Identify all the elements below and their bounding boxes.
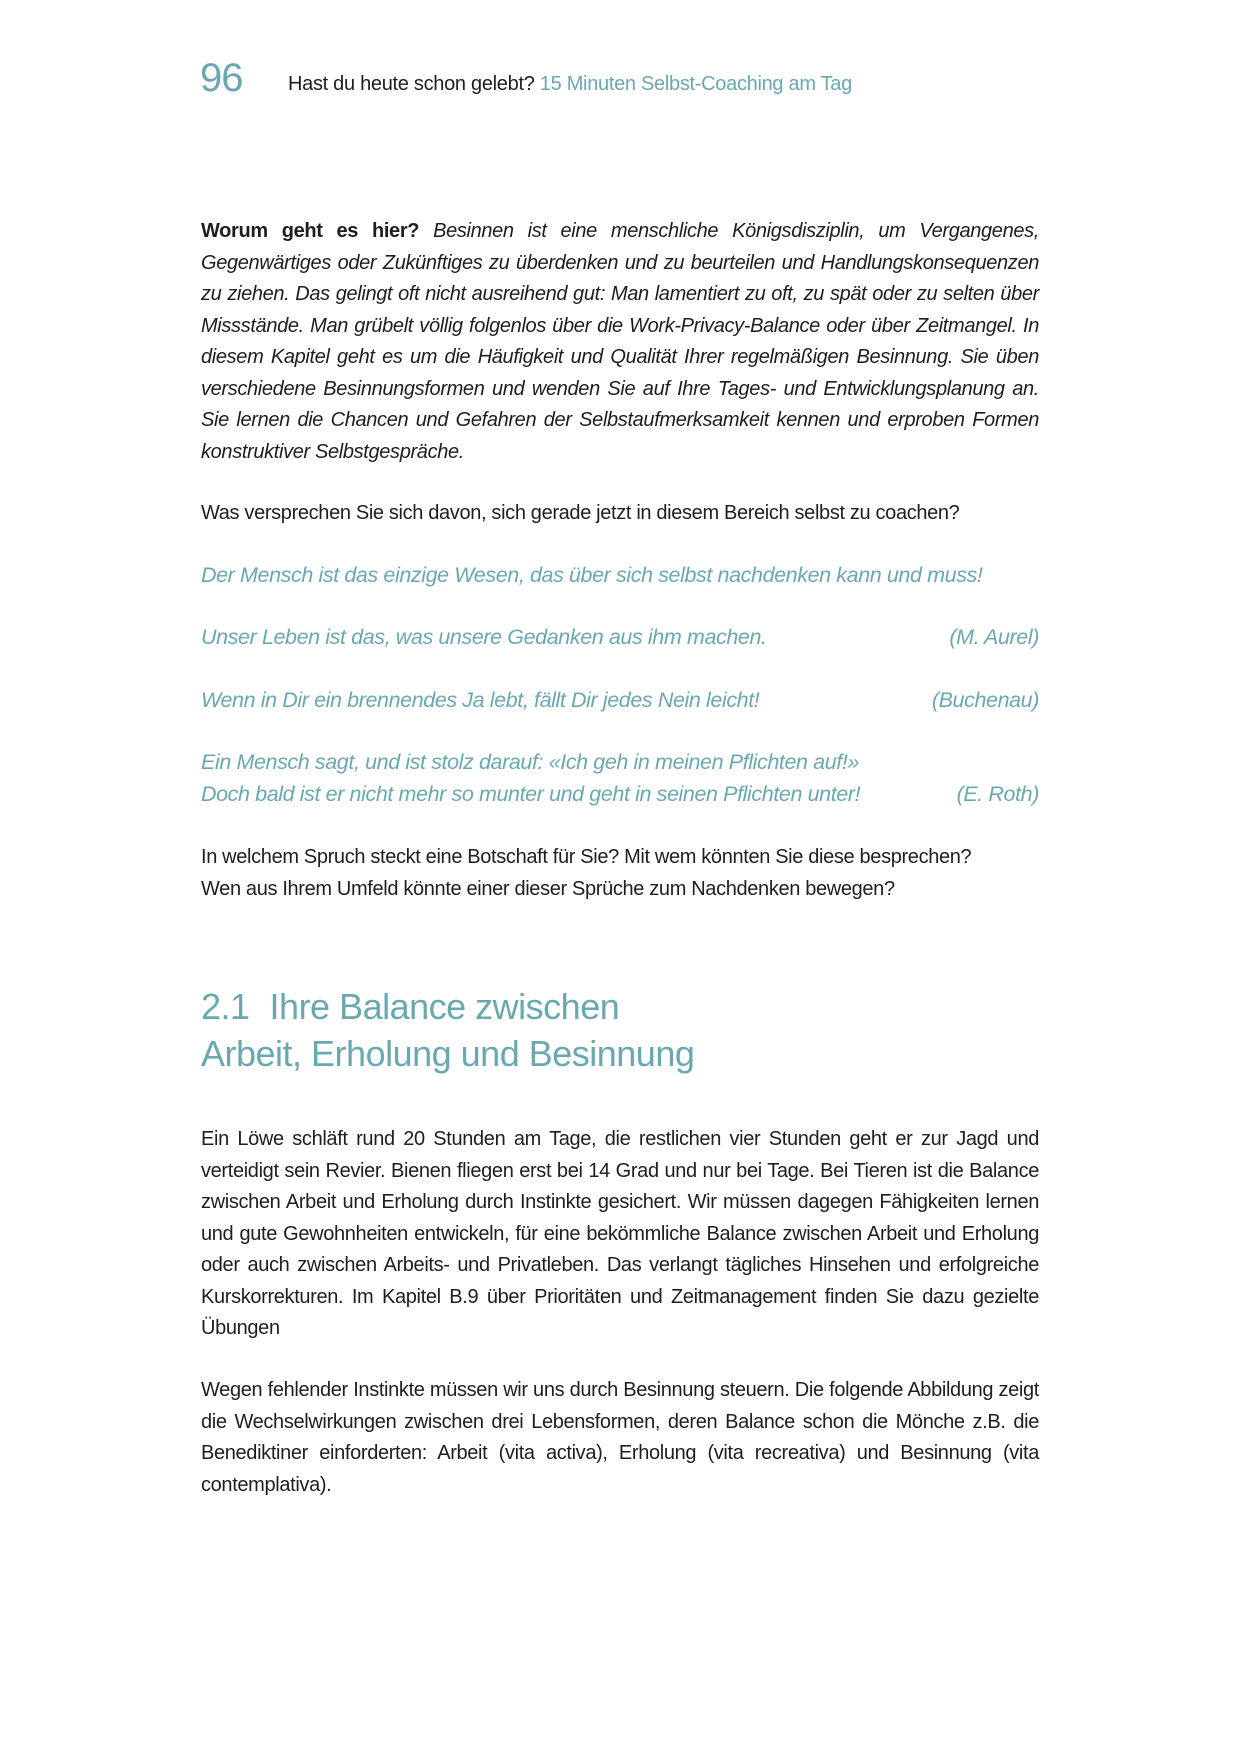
quote-line xyxy=(201,779,1039,811)
reflection-line: In welchem Spruch steckt eine Botschaft für Sie? Mit wem könnten Sie diese besprechen? xyxy=(201,846,972,868)
quote-text: Unser Leben ist das, was unsere Gedanken aus ihm machen. xyxy=(201,625,767,649)
reflection-line: Wen aus Ihrem Umfeld könnte einer dieser Sprüche zum Nachdenken bewegen? xyxy=(201,877,895,900)
quote-text: Ein Mensch sagt, und ist stolz darauf: «Ich geh in meinen Pflichten auf!» xyxy=(201,750,860,774)
intro-text: Besinnen ist eine menschliche Königsdisziplin, um Vergangenes, Gegenwärtiges oder Zukünftiges zu überdenken und zu beurteilen und Handlungskonsequenzen zu ziehen. Das gelingt oft nicht ausreihend gut: Man lamentiert zu oft, zu spät oder zu selten über Missstände. Man grübelt völlig folgenlos über die Work-Privacy-Balance oder über Zeitmangel. In diesem Kapitel geht es um die Häufigkeit und Qualität Ihrer regelmäßigen Besinnung. Sie üben verschiedene Besinnungsformen und wenden Sie auf Ihre Tages- und Entwicklungsplanung an. Sie lernen die Chancen und Gefahren der Selbstaufmerksamkeit kennen und erproben Formen konstruktiver Selbstgespräche. xyxy=(201,220,1039,463)
coaching-question: Was versprechen Sie sich davon, sich gerade jetzt in diesem Bereich selbst zu coachen? xyxy=(201,502,960,524)
section-title-line1: Ihre Balance zwischen xyxy=(269,986,620,1027)
body-paragraph: Wegen fehlender Instinkte müssen wir uns durch Besinnung steuern. Die folgende Abbildung zeigt die Wechselwirkungen zwischen drei Lebensformen, deren Balance schon die Mönche z.B. die Benediktiner einforderten: Arbeit (vita activa), Erholung (vita recreativa) und Besinnung (vita contemplativa). xyxy=(201,1379,1039,1496)
quote-author: (Buchenau) xyxy=(931,688,1039,712)
section-heading xyxy=(201,983,1039,1077)
quote-verse xyxy=(201,747,1039,810)
quote-text: Doch bald ist er nicht mehr so munter und geht in seinen Pflichten unter! xyxy=(201,781,861,806)
quote-text: Wenn in Dir ein brennendes Ja lebt, fällt Dir jedes Nein leicht! xyxy=(201,688,760,712)
quote-author: (M. Aurel) xyxy=(949,625,1039,649)
book-subtitle: 15 Minuten Selbst-Coaching am Tag xyxy=(539,73,852,95)
quote-text: Der Mensch ist das einzige Wesen, das über sich selbst nachdenken kann und muss! xyxy=(201,563,983,587)
reflection-questions xyxy=(201,842,1039,905)
quote xyxy=(201,685,1039,717)
quote xyxy=(201,560,1039,592)
quote xyxy=(201,622,1039,654)
quote-author: (E. Roth) xyxy=(956,781,1039,806)
running-title xyxy=(288,73,852,96)
body-paragraph: Ein Löwe schläft rund 20 Stunden am Tage, die restlichen vier Stunden geht er zur Jagd und verteidigt sein Revier. Bienen fliegen erst bei 14 Grad und nur bei Tage. Bei Tieren ist die Balance zwischen Arbeit und Erholung durch Instinkte gesichert. Wir müssen dagegen Fähigkeiten lernen und gute Gewohnheiten entwickeln, für eine bekömmliche Balance zwischen Arbeit und Erholung oder auch zwischen Arbeits- und Privatleben. Das verlangt tägliches Hinsehen und erfolgreiche Kurskorrekturen. Im Kapitel B.9 über Prioritäten und Zeitmanagement finden Sie dazu gezielte Übungen xyxy=(201,1128,1039,1339)
quote-line xyxy=(201,747,1039,779)
page-number: 96 xyxy=(200,56,243,100)
book-title: Hast du heute schon gelebt? xyxy=(288,73,535,95)
intro-paragraph xyxy=(201,216,1039,468)
section-number: 2.1 xyxy=(201,986,250,1027)
section-title-line2: Arbeit, Erholung und Besinnung xyxy=(201,1033,695,1074)
intro-lead: Worum geht es hier? xyxy=(201,220,420,242)
section-heading-line xyxy=(201,983,1039,1030)
